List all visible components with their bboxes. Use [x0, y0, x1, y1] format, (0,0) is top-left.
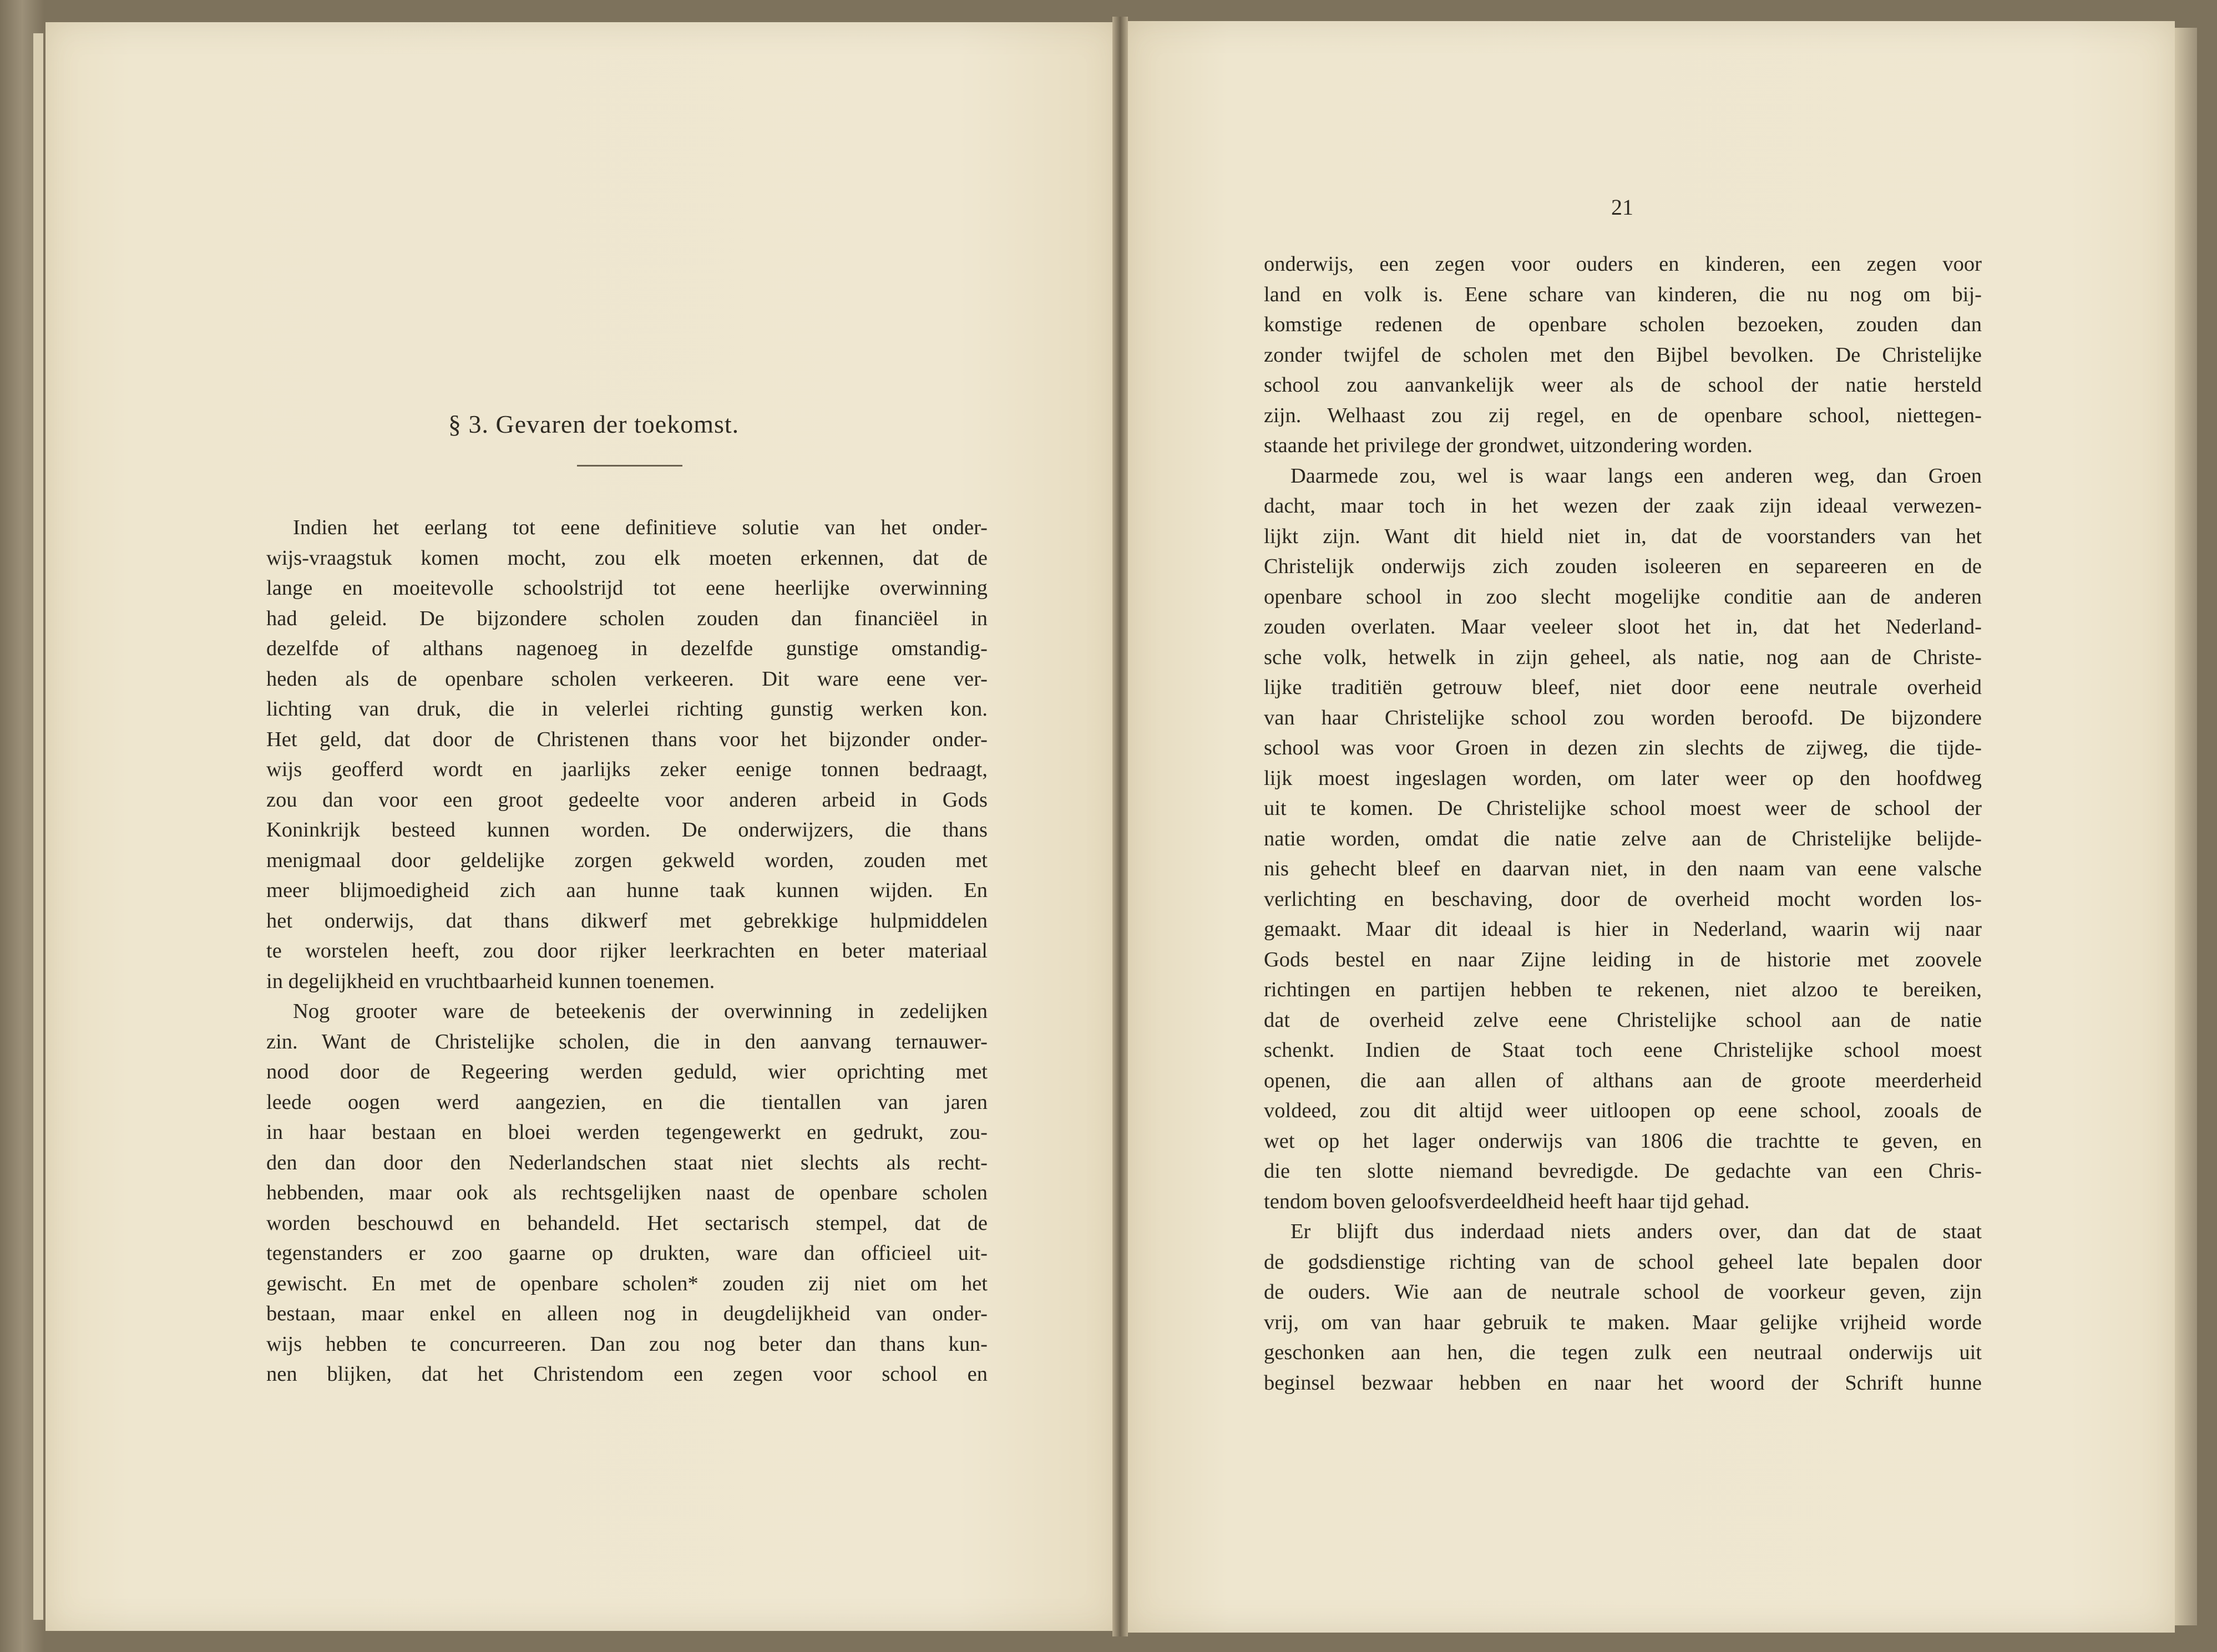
- text-line: gemaakt. Maar dit ideaal is hier in Nederland, waarin wij naar: [1264, 918, 1982, 941]
- text-line: Nog grooter ware de beteekenis der overwinning in zedelijken: [293, 1000, 988, 1023]
- text-line: bestaan, maar enkel en alleen nog in deugdelijkheid van onder-: [266, 1302, 988, 1325]
- text-line: zou dan voor een groot gedeelte voor anderen arbeid in Gods: [266, 788, 988, 812]
- text-line: zijn. Welhaast zou zij regel, en de openbare school, niettegen-: [1264, 403, 1982, 427]
- text-line: sche volk, hetwelk in zijn geheel, als natie, nog aan de Christe-: [1264, 645, 1982, 669]
- text-line: lichting van druk, die in velerlei richting gunstig werken kon.: [266, 697, 988, 721]
- text-line: school was voor Groen in dezen zin slechts de zijweg, die tijde-: [1264, 736, 1982, 759]
- book-gutter: [1112, 17, 1128, 1636]
- text-line: zouden overlaten. Maar veeleer sloot het in, dat het Nederland-: [1264, 615, 1982, 638]
- text-line: in degelijkheid en vruchtbaarheid kunnen toenemen.: [266, 969, 715, 993]
- text-line: wijs hebben te concurreeren. Dan zou nog beter dan thans kun-: [266, 1332, 988, 1356]
- text-line: verlichting en beschaving, door de overheid mocht worden los-: [1264, 887, 1982, 911]
- text-line: beginsel bezwaar hebben en naar het woord der Schrift hunne: [1264, 1371, 1982, 1395]
- text-line: lijkt zijn. Want dit hield niet in, dat de voorstanders van het: [1264, 524, 1982, 548]
- text-line: wet op het lager onderwijs van 1806 die trachtte te geven, en: [1264, 1129, 1982, 1153]
- text-line: Koninkrijk besteed kunnen worden. De onderwijzers, die thans: [266, 818, 988, 842]
- text-line: wijs-vraagstuk komen mocht, zou elk moeten erkennen, dat de: [266, 546, 988, 570]
- text-line: nis gehecht bleef en daarvan niet, in den naam van eene valsche: [1264, 857, 1982, 880]
- text-line: onderwijs, een zegen voor ouders en kinderen, een zegen voor: [1264, 252, 1982, 276]
- text-line: voldeed, zou dit altijd weer uitloopen op eene school, zooals de: [1264, 1099, 1982, 1122]
- text-line: heden als de openbare scholen verkeeren. Dit ware eene ver-: [266, 667, 988, 691]
- text-line: openbare school in zoo slecht mogelijke conditie aan de anderen: [1264, 585, 1982, 609]
- text-line: tendom boven geloofsverdeeldheid heeft haar tijd gehad.: [1264, 1189, 1750, 1213]
- text-line: lange en moeitevolle schoolstrijd tot eene heerlijke overwinning: [266, 576, 988, 600]
- left-page-body: [266, 513, 988, 1390]
- text-line: nen blijken, dat het Christendom een zegen voor school en: [266, 1362, 988, 1386]
- text-line: Indien het eerlang tot eene definitieve solutie van het onder-: [293, 516, 988, 539]
- text-line: had geleid. De bijzondere scholen zouden dan financiëel in: [266, 606, 988, 630]
- text-line: te worstelen heeft, zou door rijker leerkrachten en beter materiaal: [266, 939, 988, 962]
- text-line: meer blijmoedigheid zich aan hunne taak kunnen wijden. En: [266, 879, 988, 902]
- text-line: vrij, om van haar gebruik te maken. Maar gelijke vrijheid worde: [1264, 1310, 1982, 1334]
- text-line: zonder twijfel de scholen met den Bijbel bevolken. De Christelijke: [1264, 343, 1982, 367]
- text-line: uit te komen. De Christelijke school moest weer de school der: [1264, 797, 1982, 820]
- text-line: de godsdienstige richting van de school geheel late bepalen door: [1264, 1250, 1982, 1274]
- text-line: wijs geofferd wordt en jaarlijks zeker eenige tonnen bedraagt,: [266, 758, 988, 781]
- text-line: lijke traditiën getrouw bleef, niet door eene neutrale overheid: [1264, 676, 1982, 699]
- text-line: land en volk is. Eene schare van kinderen, die nu nog om bij-: [1264, 282, 1982, 306]
- text-line: gewischt. En met de openbare scholen* zouden zij niet om het: [266, 1271, 988, 1295]
- text-line: zin. Want de Christelijke scholen, die in den aanvang ternauwer-: [266, 1030, 988, 1053]
- text-line: die ten slotte niemand bevredigde. De gedachte van een Chris-: [1264, 1159, 1982, 1183]
- text-line: lijk moest ingeslagen worden, om later weer op den hoofdweg: [1264, 766, 1982, 790]
- text-line: menigmaal door geldelijke zorgen gekweld worden, zouden met: [266, 848, 988, 872]
- text-line: Christelijk onderwijs zich zouden isoleeren en separeeren en de: [1264, 555, 1982, 578]
- text-line: richtingen en partijen hebben te rekenen, niet alzoo te bereiken,: [1264, 978, 1982, 1001]
- text-line: het onderwijs, dat thans dikwerf met gebrekkige hulpmiddelen: [266, 909, 988, 933]
- text-line: Daarmede zou, wel is waar langs een anderen weg, dan Groen: [1290, 464, 1982, 488]
- text-line: Gods bestel en naar Zijne leiding in de historie met zoovele: [1264, 947, 1982, 971]
- text-line: dacht, maar toch in het wezen der zaak zijn ideaal verwezen-: [1264, 494, 1982, 518]
- text-line: den dan door den Nederlandschen staat niet slechts als recht-: [266, 1151, 988, 1174]
- page-edge-right: [2175, 28, 2197, 1625]
- text-line: in haar bestaan en bloei werden tegengewerkt en gedrukt, zou-: [266, 1121, 988, 1144]
- text-line: school zou aanvankelijk weer als de school der natie hersteld: [1264, 373, 1982, 397]
- text-line: van haar Christelijke school zou worden beroofd. De bijzondere: [1264, 706, 1982, 729]
- text-line: komstige redenen de openbare scholen bezoeken, zouden dan: [1264, 313, 1982, 336]
- text-line: openen, die aan allen of althans aan de groote meerderheid: [1264, 1068, 1982, 1092]
- text-line: tegenstanders er zoo gaarne op drukten, ware dan officieel uit-: [266, 1241, 988, 1265]
- text-line: schenkt. Indien de Staat toch eene Christelijke school moest: [1264, 1038, 1982, 1062]
- text-line: geschonken aan hen, die tegen zulk een neutraal onderwijs uit: [1264, 1341, 1982, 1364]
- text-line: Het geld, dat door de Christenen thans voor het bijzonder onder-: [266, 727, 988, 751]
- text-line: dezelfde of althans nagenoeg in dezelfde gunstige omstandig-: [266, 637, 988, 660]
- text-line: worden beschouwd en behandeld. Het sectarisch stempel, dat de: [266, 1211, 988, 1235]
- text-line: nood door de Regeering werden geduld, wier oprichting met: [266, 1060, 988, 1083]
- section-heading: § 3. Gevaren der toekomst.: [448, 410, 740, 438]
- text-line: Er blijft dus inderdaad niets anders over, dan dat de staat: [1290, 1220, 1982, 1243]
- page-number: 21: [1611, 195, 1633, 220]
- text-line: staande het privilege der grondwet, uitzondering worden.: [1264, 434, 1753, 457]
- text-line: de ouders. Wie aan de neutrale school de voorkeur geven, zijn: [1264, 1280, 1982, 1304]
- text-line: dat de overheid zelve eene Christelijke school aan de natie: [1264, 1008, 1982, 1032]
- page-edge-left: [33, 33, 43, 1620]
- right-page-body: [1264, 249, 1982, 1398]
- text-line: natie worden, omdat die natie zelve aan de Christelijke belijde-: [1264, 827, 1982, 850]
- heading-rule: [577, 465, 682, 467]
- text-line: hebbenden, maar ook als rechtsgelijken naast de openbare scholen: [266, 1181, 988, 1204]
- text-line: leede oogen werd aangezien, en die tientallen van jaren: [266, 1090, 988, 1114]
